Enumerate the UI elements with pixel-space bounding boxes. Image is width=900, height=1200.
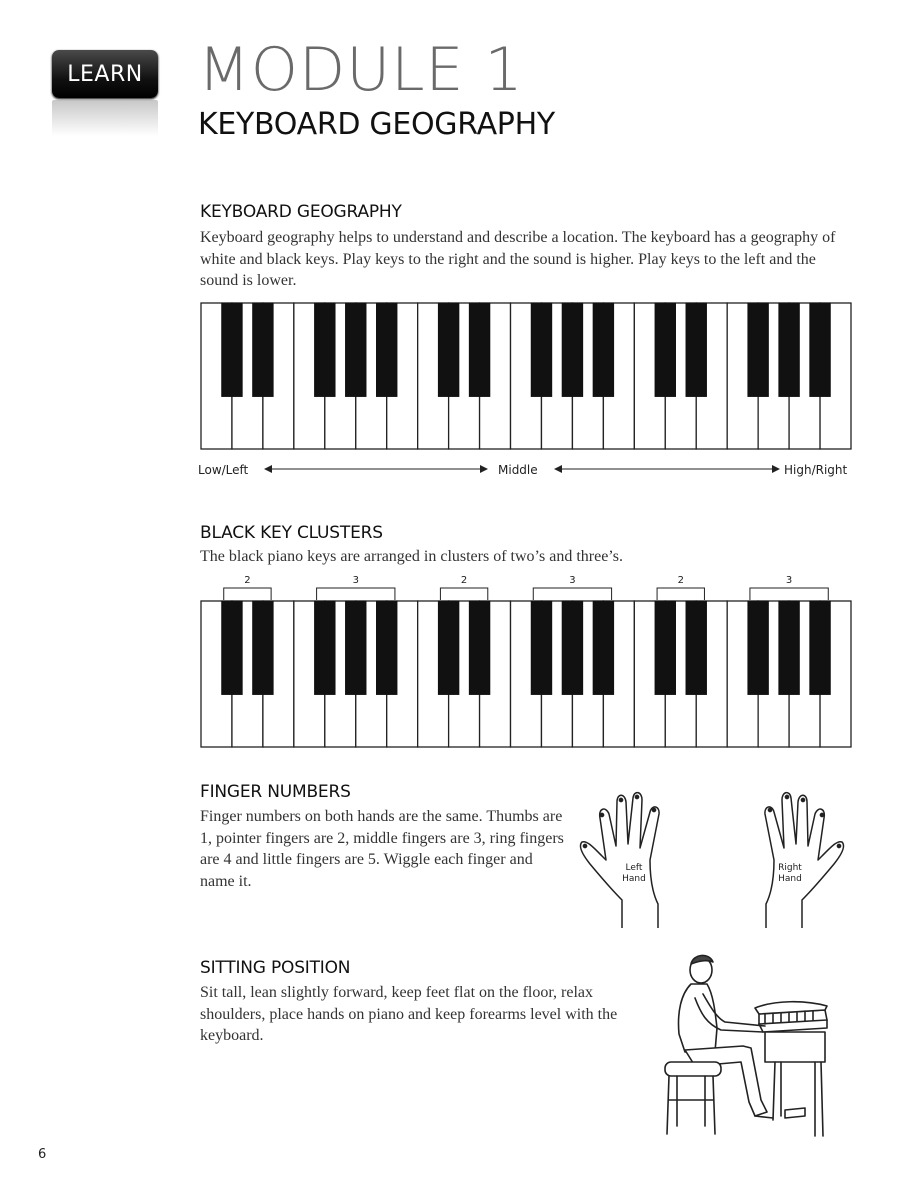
cluster-brackets (200, 572, 852, 602)
black-key (562, 303, 582, 396)
left-hand-icon (580, 793, 659, 928)
left-hand-label: Left (625, 863, 643, 873)
black-key (686, 303, 706, 396)
cluster-count-label: 3 (569, 575, 576, 586)
module-subtitle: KEYBOARD GEOGRAPHY (198, 107, 555, 142)
low-left-label: Low/Left (198, 463, 249, 477)
fingertip-dot (801, 798, 804, 801)
cluster-count-label: 2 (460, 575, 468, 586)
black-key (655, 601, 675, 694)
black-key (810, 303, 830, 396)
middle-label: Middle (498, 463, 538, 477)
clusters-heading: BLACK KEY CLUSTERS (200, 523, 383, 543)
black-key (810, 601, 830, 694)
cluster-bracket (750, 588, 828, 600)
page-number: 6 (38, 1147, 47, 1162)
sitting-pianist-illustration (655, 950, 835, 1140)
right-hand-label: Right (778, 863, 802, 873)
clusters-text: The black piano keys are arranged in clusters of two’s and three’s. (200, 548, 623, 565)
arrow-right-icon (480, 465, 488, 473)
black-key (655, 303, 675, 396)
fingertip-dot (600, 813, 603, 816)
black-key (346, 303, 366, 396)
black-key (315, 303, 335, 396)
black-key (469, 601, 489, 694)
cluster-count-label: 2 (244, 575, 251, 586)
fingers-text: Finger numbers on both hands are the same. Thumbs are 1, pointer fingers are 2, middle fingers are 3, ring fingers are 4 and little fingers are 5. Wiggle each finger and name it. (200, 808, 564, 890)
black-key (253, 303, 273, 396)
fingertip-dot (619, 798, 622, 801)
arrow-right-icon (772, 465, 780, 473)
hands-illustration (572, 788, 852, 936)
pianist-torso-icon (679, 984, 718, 1052)
black-key (377, 601, 397, 694)
cluster-bracket (657, 588, 704, 600)
black-key (438, 601, 458, 694)
cluster-bracket (224, 588, 271, 600)
arrow-left-icon (264, 465, 272, 473)
fingertip-dot (652, 808, 655, 811)
black-key (253, 601, 273, 694)
left-hand-label: Hand (622, 874, 646, 884)
right-hand-label: Hand (778, 874, 802, 884)
black-key (531, 303, 551, 396)
cluster-bracket (440, 588, 487, 600)
black-key (779, 601, 799, 694)
sitting-heading: SITTING POSITION (200, 958, 351, 978)
fingertip-dot (785, 795, 788, 798)
cluster-count-label: 3 (785, 575, 793, 586)
cluster-bracket (317, 588, 395, 600)
piano-bench-icon (665, 1062, 721, 1076)
black-key (377, 303, 397, 396)
black-key (779, 303, 799, 396)
right-hand-icon (765, 793, 844, 928)
fingertip-dot (820, 813, 823, 816)
fingertip-dot (837, 844, 840, 847)
fingertip-dot (635, 795, 638, 798)
arrow-left-icon (554, 465, 562, 473)
geography-text: Keyboard geography helps to understand and describe a location. The keyboard has a geography of white and black keys. Play keys to the right and the sound is higher. Play keys to the left and the sound is lower. (200, 229, 836, 289)
cluster-count-label: 3 (352, 575, 359, 586)
black-key (438, 303, 458, 396)
black-key (222, 601, 242, 694)
learn-badge-reflection (52, 100, 158, 136)
keyboard-diagram (200, 302, 852, 450)
module-title: MODULE 1 (198, 35, 524, 105)
learn-badge: LEARN (52, 50, 158, 98)
black-key (531, 601, 551, 694)
keyboard-diagram-clusters (200, 600, 852, 748)
black-key (562, 601, 582, 694)
black-key (315, 601, 335, 694)
fingertip-dot (768, 808, 771, 811)
fingertip-dot (583, 844, 586, 847)
geography-heading: KEYBOARD GEOGRAPHY (200, 202, 402, 222)
black-key (686, 601, 706, 694)
fingers-heading: FINGER NUMBERS (200, 782, 351, 802)
black-key (222, 303, 242, 396)
cluster-bracket (533, 588, 611, 600)
high-right-label: High/Right (784, 463, 848, 477)
black-key (593, 303, 613, 396)
cluster-count-label: 2 (677, 575, 684, 586)
black-key (346, 601, 366, 694)
black-key (748, 303, 768, 396)
black-key (469, 303, 489, 396)
black-key (593, 601, 613, 694)
black-key (748, 601, 768, 694)
sitting-text: Sit tall, lean slightly forward, keep feet flat on the floor, relax shoulders, place hands on piano and keep forearms level with the keyboard. (200, 984, 618, 1044)
pitch-direction-axis (198, 459, 854, 481)
